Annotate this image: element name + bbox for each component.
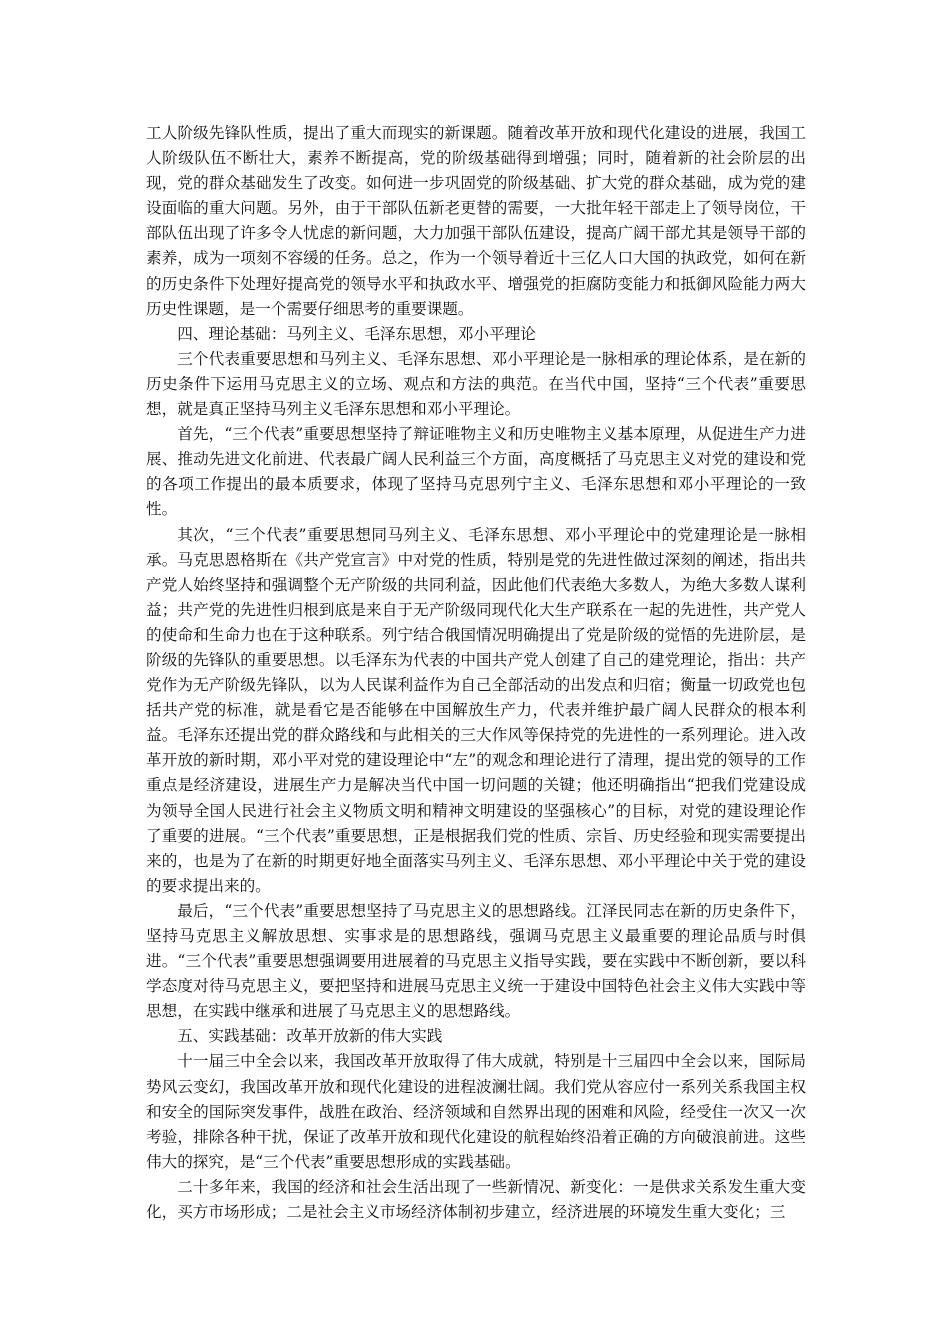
paragraph-4: 其次，“三个代表”重要思想同马列主义、毛泽东思想、邓小平理论中的党建理论是一脉相承。马克思恩格斯在《共产党宣言》中对党的性质，特别是党的先进性做过深刻的阐述，指出共产党人始终坚持和强调整个无产阶级的共同利益，因此他们代表绝大多数人，为绝大多数人谋利益；共产党的先进性归根到底是来自于无产阶级同现代化大生产联系在一起的先进性，共产党人的使命和生命力也在于这种联系。列宁结合俄国情况明确提出了党是阶级的觉悟的先进阶层，是阶级的先锋队的重要思想。以毛泽东为代表的中国共产党人创建了自己的建党理论，指出：共产党作为无产阶级先锋队，以为人民谋利益作为自己全部活动的出发点和归宿；衡量一切政党也包括共产党的标准，就是看它是否能够在中国解放生产力，代表并维护最广阔人民群众的根本利益。毛泽东还提出党的群众路线和与此相关的三大作风等保持党的先进性的一系列理论。进入改革开放的新时期，邓小平对党的建设理论中“左”的观念和理论进行了清理，提出党的领导的工作重点是经济建设，进展生产力是解决当代中国一切问题的关键；他还明确指出“把我们党建设成为领导全国人民进行社会主义物质文明和精神文明建设的坚强核心”的目标，对党的建设理论作了重要的进展。“三个代表”重要思想，正是根据我们党的性质、宗旨、历史经验和现实需要提出来的，也是为了在新的时期更好地全面落实马列主义、毛泽东思想、邓小平理论中关于党的建设的要求提出来的。 (146, 525, 806, 895)
paragraph-2: 三个代表重要思想和马列主义、毛泽东思想、邓小平理论是一脉相承的理论体系，是在新的历史条件下运用马克思主义的立场、观点和方法的典范。在当代中国，坚持“三个代表”重要思想，就是真正坚持马列主义毛泽东思想和邓小平理论。 (146, 349, 806, 419)
paragraph-1: 工人阶级先锋队性质，提出了重大而现实的新课题。随着改革开放和现代化建设的进展，我国工人阶级队伍不断壮大，素养不断提高，党的阶级基础得到增强；同时，随着新的社会阶层的出现，党的群众基础发生了改变。如何进一步巩固党的阶级基础、扩大党的群众基础，成为党的建设面临的重大问题。另外，由于干部队伍新老更替的需要，一大批年轻干部走上了领导岗位，干部队伍出现了许多令人忧虑的新问题，大力加强干部队伍建设，提高广阔干部尤其是领导干部的素养，成为一项刻不容缓的任务。总之，作为一个领导着近十三亿人口大国的执政党，如何在新的历史条件下处理好提高党的领导水平和执政水平、增强党的拒腐防变能力和抵御风险能力两大历史性课题，是一个需要仔细思考的重要课题。 (146, 124, 806, 318)
section-heading-4: 四、理论基础：马列主义、毛泽东思想，邓小平理论 (177, 324, 536, 343)
paragraph-7: 二十多年来，我国的经济和社会生活出现了一些新情况、新变化：一是供求关系发生重大变化，买方市场形成；二是社会主义市场经济体制初步建立，经济进展的环境发生重大变化；三 (146, 1177, 806, 1222)
paragraph-6: 十一届三中全会以来，我国改革开放取得了伟大成就，特别是十三届四中全会以来，国际局势风云变幻，我国改革开放和现代化建设的进程波澜壮阔。我们党从容应付一系列关系我国主权和安全的国际突发事件，战胜在政治、经济领域和自然界出现的困难和风险，经受住一次又一次考验，排除各种干扰，保证了改革开放和现代化建设的航程始终沿着正确的方向破浪前进。这些伟大的探究，是“三个代表”重要思想形成的实践基础。 (146, 1052, 806, 1171)
paragraph-5: 最后，“三个代表”重要思想坚持了马克思主义的思想路线。江泽民同志在新的历史条件下，坚持马克思主义解放思想、实事求是的思想路线，强调马克思主义最重要的理论品质与时俱进。“三个代表”重要思想强调要用进展着的马克思主义指导实践，要在实践中不断创新，要以科学态度对待马克思主义，要把坚持和进展马克思主义统一于建设中国特色社会主义伟大实践中等思想，在实践中继承和进展了马克思主义的思想路线。 (146, 901, 806, 1021)
paragraph-3: 首先，“三个代表”重要思想坚持了辩证唯物主义和历史唯物主义基本原理，从促进生产力进展、推动先进文化前进、代表最广阔人民利益三个方面，高度概括了马克思主义对党的建设和党的各项工作提出的最本质要求，体现了坚持马克思列宁主义、毛泽东思想和邓小平理论的一致性。 (146, 425, 806, 519)
document-page (146, 121, 806, 1225)
section-heading-5: 五、实践基础：改革开放新的伟大实践 (177, 1027, 443, 1046)
